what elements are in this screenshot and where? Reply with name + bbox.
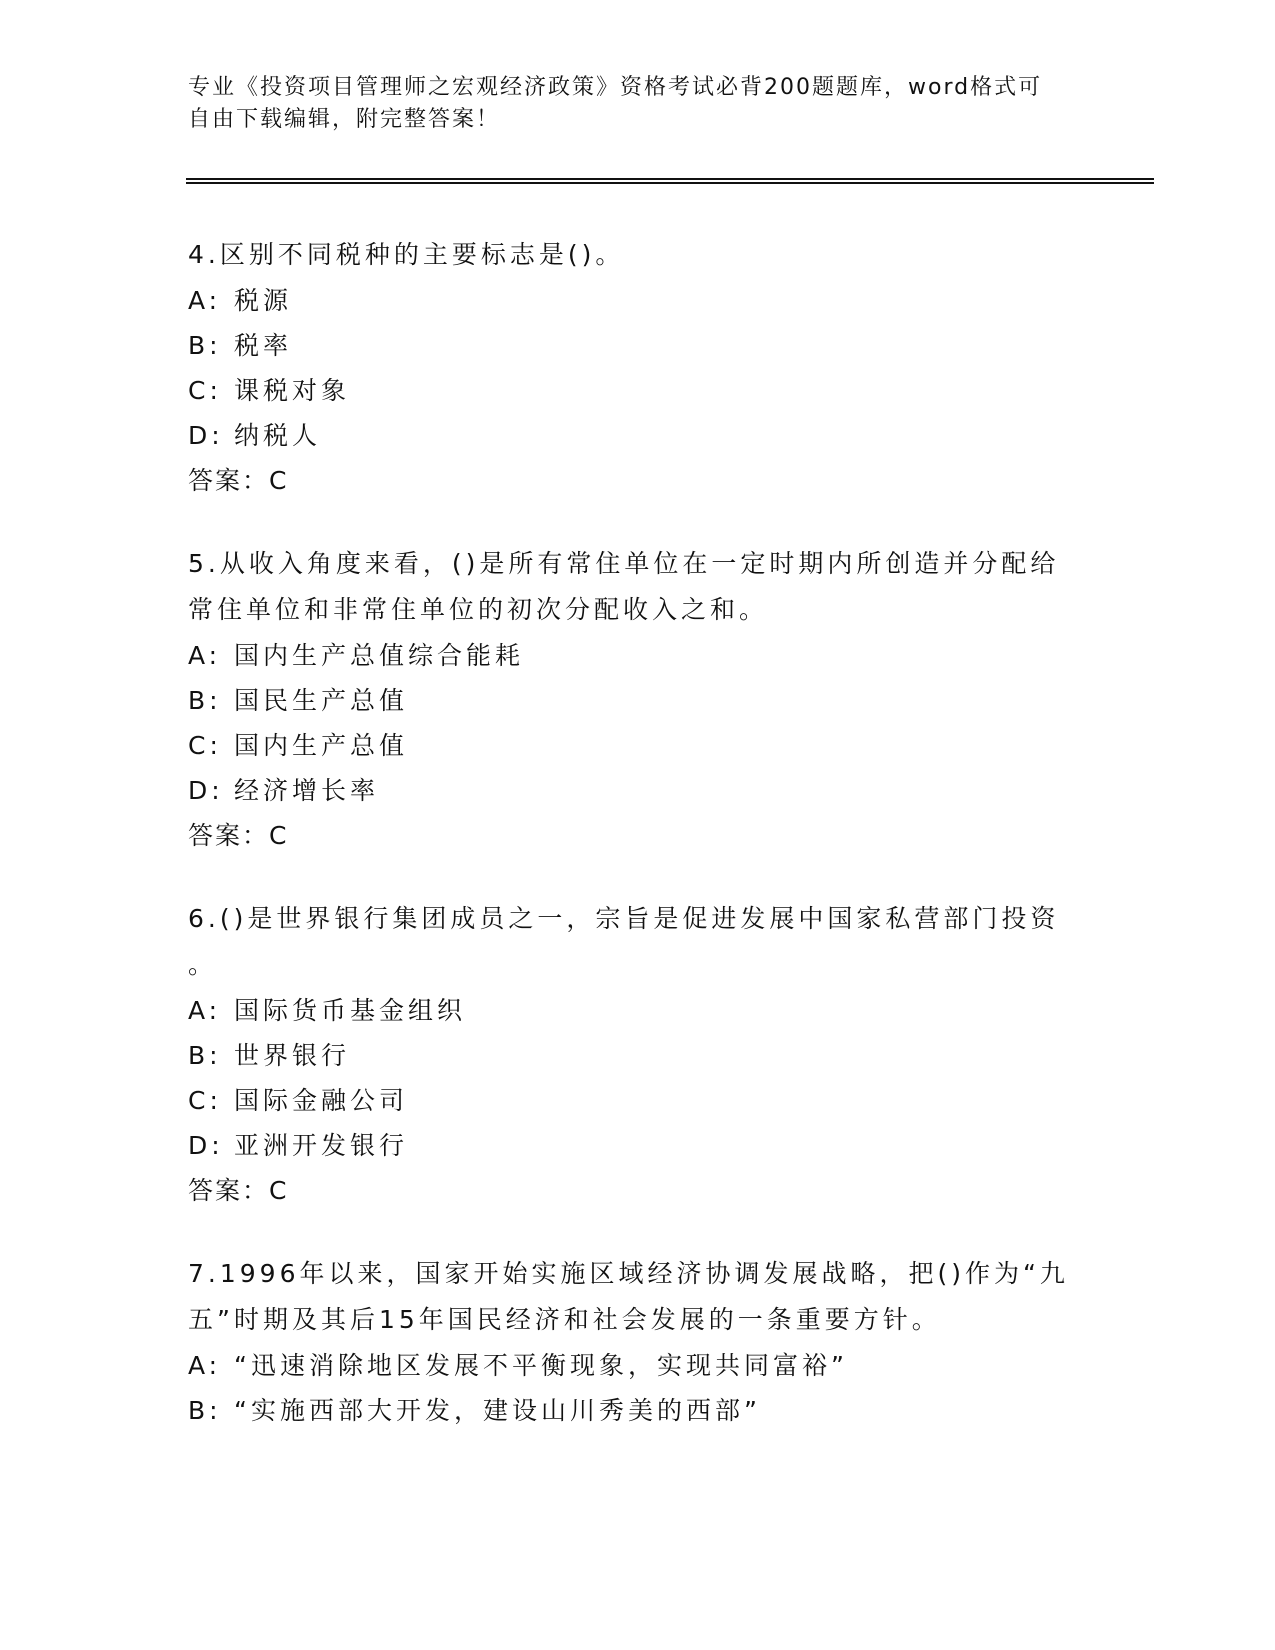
option-key: B:	[188, 686, 222, 715]
question-5	[188, 541, 1088, 858]
option-text: 纳税人	[234, 421, 322, 450]
question-list	[188, 232, 1088, 1471]
option-key: C:	[188, 1086, 222, 1115]
option-key: D:	[188, 1131, 224, 1160]
question-4	[188, 232, 1088, 503]
option-b	[188, 1388, 1088, 1433]
question-stem: 7.1996年以来，国家开始实施区域经济协调发展战略，把()作为“九	[188, 1259, 1069, 1288]
header-divider-bottom	[186, 182, 1154, 184]
answer-line: 答案：C	[188, 1176, 289, 1205]
option-a	[188, 1343, 1088, 1388]
option-text: 国际货币基金组织	[234, 996, 467, 1025]
option-key: D:	[188, 776, 224, 805]
option-text: 税率	[234, 331, 293, 360]
option-text: 国内生产总值	[234, 731, 409, 760]
option-d	[188, 1123, 1088, 1168]
option-d	[188, 768, 1088, 813]
option-text: “迅速消除地区发展不平衡现象，实现共同富裕”	[234, 1351, 848, 1380]
option-a	[188, 633, 1088, 678]
option-text: “实施西部大开发，建设山川秀美的西部”	[234, 1396, 761, 1425]
question-6	[188, 896, 1088, 1213]
option-b	[188, 323, 1088, 368]
option-key: B:	[188, 1041, 222, 1070]
option-key: A:	[188, 1351, 222, 1380]
option-key: B:	[188, 1396, 222, 1425]
header-line-2: 自由下载编辑，附完整答案！	[188, 107, 501, 132]
option-text: 国民生产总值	[234, 686, 409, 715]
answer-line: 答案：C	[188, 466, 289, 495]
option-d	[188, 413, 1088, 458]
option-text: 课税对象	[234, 376, 351, 405]
option-a	[188, 988, 1088, 1033]
question-stem-continued: 常住单位和非常住单位的初次分配收入之和。	[188, 595, 769, 624]
option-text: 国际金融公司	[234, 1086, 409, 1115]
option-b	[188, 678, 1088, 723]
answer-line: 答案：C	[188, 821, 289, 850]
option-key: A:	[188, 996, 222, 1025]
header-divider-top	[186, 178, 1154, 180]
option-b	[188, 1033, 1088, 1078]
option-text: 税源	[234, 286, 293, 315]
option-key: C:	[188, 731, 222, 760]
question-stem-continued: 五”时期及其后15年国民经济和社会发展的一条重要方针。	[188, 1305, 941, 1334]
document-header	[188, 72, 1088, 136]
option-text: 亚洲开发银行	[234, 1131, 409, 1160]
option-text: 经济增长率	[234, 776, 380, 805]
option-text: 世界银行	[234, 1041, 351, 1070]
option-c	[188, 1078, 1088, 1123]
option-key: B:	[188, 331, 222, 360]
option-key: A:	[188, 286, 222, 315]
option-key: D:	[188, 421, 224, 450]
option-c	[188, 368, 1088, 413]
question-stem-continued: 。	[188, 950, 218, 979]
option-text: 国内生产总值综合能耗	[234, 641, 525, 670]
question-stem: 6.()是世界银行集团成员之一，宗旨是促进发展中国家私营部门投资	[188, 904, 1060, 933]
question-7	[188, 1251, 1088, 1433]
question-stem: 4.区别不同税种的主要标志是()。	[188, 240, 625, 269]
question-stem: 5.从收入角度来看，()是所有常住单位在一定时期内所创造并分配给	[188, 549, 1060, 578]
header-line-1: 专业《投资项目管理师之宏观经济政策》资格考试必背200题题库，word格式可	[188, 75, 1043, 100]
option-key: A:	[188, 641, 222, 670]
option-key: C:	[188, 376, 222, 405]
option-c	[188, 723, 1088, 768]
option-a	[188, 278, 1088, 323]
